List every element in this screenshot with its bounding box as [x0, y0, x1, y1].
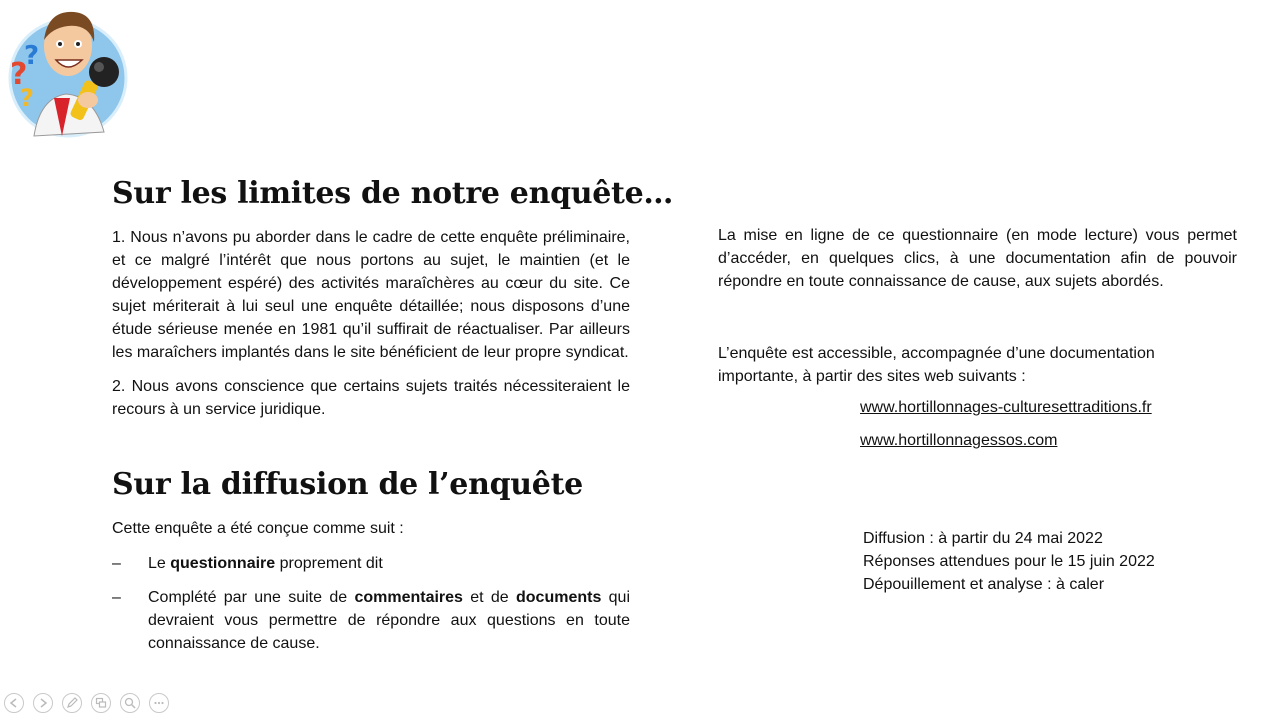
schedule-analysis: Dépouillement et analyse : à caler	[863, 576, 1105, 593]
diffusion-intro: Cette enquête a été conçue comme suit :	[112, 520, 404, 537]
online-info-paragraph: La mise en ligne de ce questionnaire (en mode lecture) vous permet d’accéder, en quelques clics, à une documentation afin de pouvoir répondre en toute connaissance de cause, aux sujets abordés.	[718, 227, 1237, 290]
schedule-block	[863, 527, 1155, 596]
limits-paragraph-1: 1. Nous n’avons pu aborder dans le cadre de cette enquête préliminaire, et ce malgré l’intérêt que nous portons au sujet, le maintien (et le développement espéré) des activités maraîchères au cœur du site. Ce sujet mériterait à lui seul une enquête détaillée; nous disposons d’une étude sérieuse menée en 1981 qu’il suffirait de réactualiser. Par ailleurs les maraîchers implantés dans le site bénéficient de leur propre syndicat.	[112, 229, 630, 361]
bullet-text: et de	[462, 589, 516, 606]
previous-icon[interactable]	[4, 693, 24, 713]
link-hortillonnages-sos[interactable]: www.hortillonnagessos.com	[860, 432, 1058, 449]
schedule-diffusion: Diffusion : à partir du 24 mai 2022	[863, 530, 1103, 547]
bullet-text: Le	[148, 555, 171, 572]
schedule-responses: Réponses attendues pour le 15 juin 2022	[863, 553, 1155, 570]
slideshow-toolbar	[4, 693, 169, 713]
bullet-text: qui devraient vous permettre de répondre aux questions en toute connaissance de cause.	[148, 589, 631, 652]
access-info-paragraph: L’enquête est accessible, accompagnée d’une documentation importante, à partir des sites web suivants :	[718, 345, 1155, 385]
bullet-text: proprement dit	[275, 555, 383, 572]
bullet-text: Complété par une suite de	[148, 589, 355, 606]
more-icon[interactable]	[149, 693, 169, 713]
bullet-commentaires	[112, 586, 630, 655]
svg-text:?: ?	[20, 84, 34, 112]
bullet-questionnaire	[112, 552, 630, 575]
svg-text:?: ?	[24, 41, 40, 71]
bullet-bold: questionnaire	[170, 555, 276, 572]
slides-icon[interactable]	[91, 693, 111, 713]
zoom-icon[interactable]	[120, 693, 140, 713]
next-icon[interactable]	[33, 693, 53, 713]
bullet-bold: documents	[516, 589, 602, 606]
svg-text:?: ?	[10, 57, 28, 92]
link-cultures-traditions[interactable]: www.hortillonnages-culturesettraditions.fr	[860, 399, 1152, 416]
pen-icon[interactable]	[62, 693, 82, 713]
section-diffusion-heading: Sur la diffusion de l’enquête	[112, 467, 583, 502]
bullet-dash: –	[112, 555, 121, 572]
bullet-dash: –	[112, 589, 121, 606]
reporter-logo-image	[4, 2, 128, 140]
bullet-bold: commentaires	[354, 589, 463, 606]
section-limits-heading: Sur les limites de notre enquête…	[112, 176, 674, 211]
limits-paragraph-2: 2. Nous avons conscience que certains sujets traités nécessiteraient le recours à un service juridique.	[112, 378, 630, 418]
